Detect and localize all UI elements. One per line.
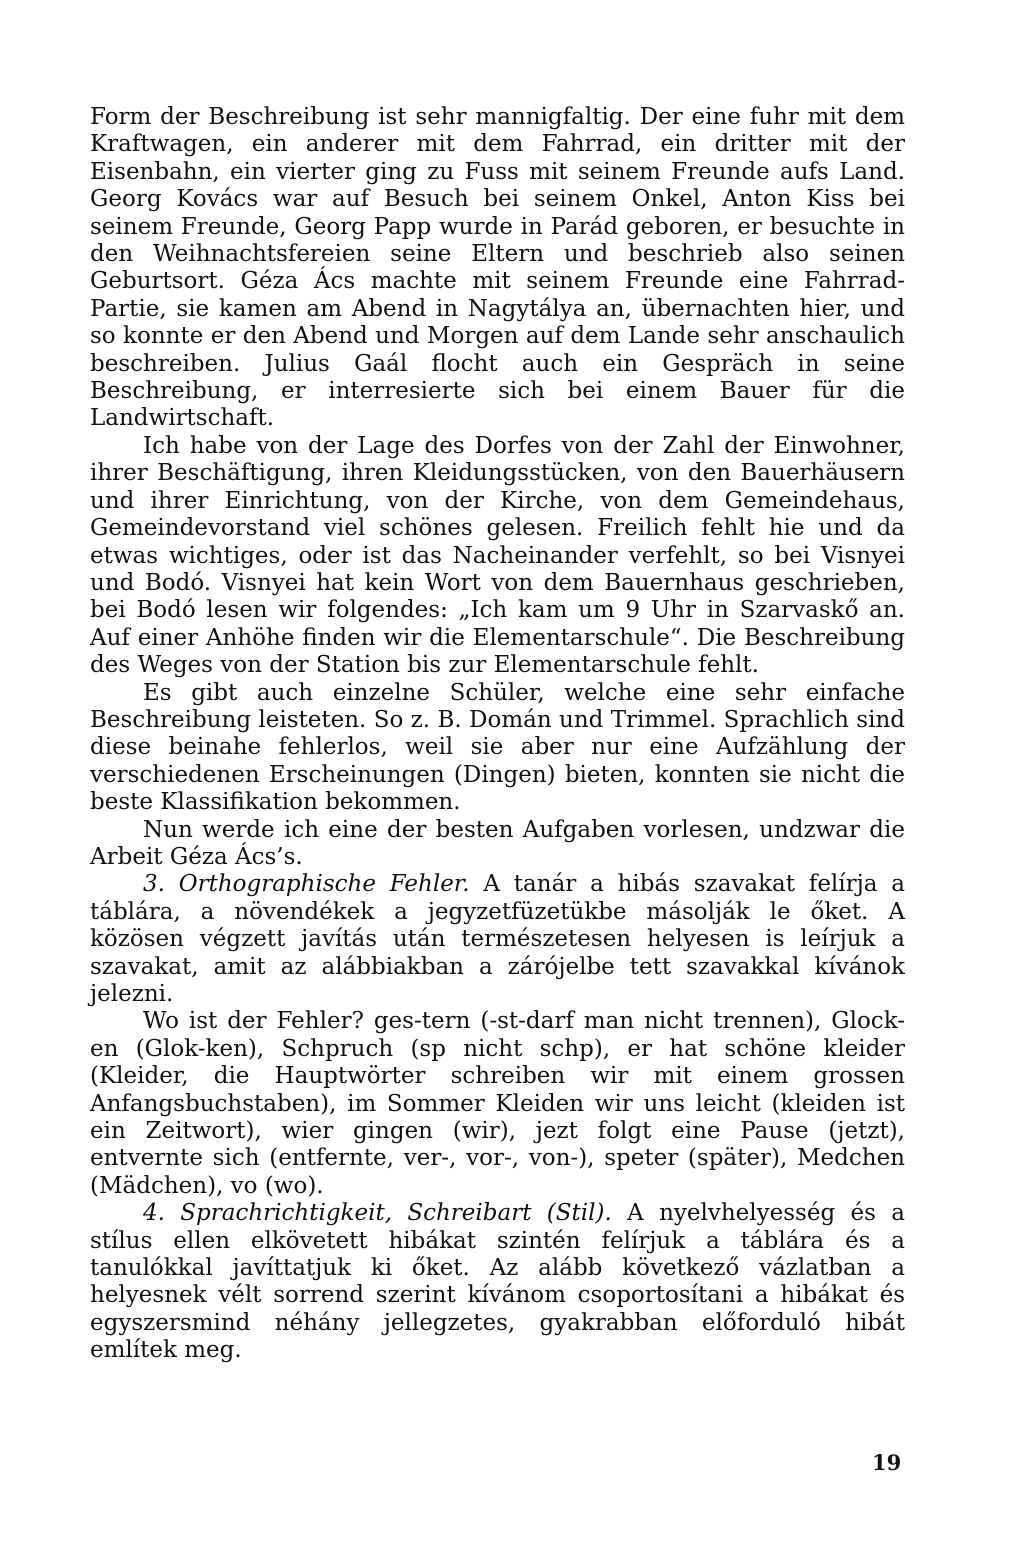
paragraph-einfache-beschreibung: Es gibt auch einzelne Schüler, welche eine sehr einfache Beschreibung leisteten. So z. B. Domán und Trimmel. Sprachlich sind diese beinahe fehlerlos, weil sie aber nur eine Aufzählung der verschiedenen Erscheinungen (Dingen) bieten, konnten sie nicht die beste Klassifikation bekommen. xyxy=(90,679,905,816)
body-text xyxy=(90,104,905,1365)
paragraph-text: A tanár a hibás szavakat felírja a táblára, a növendékek a jegyzetfüzetükbe másolják le őket. A közösen végzett javítás után természetesen helyesen is leírjuk a szavakat, amit az alábbiakban a zárójelbe tett szavakkal kívánok jelezni. xyxy=(90,871,905,1007)
paragraph-form-der-beschreibung: Form der Beschreibung ist sehr mannigfaltig. Der eine fuhr mit dem Kraftwagen, ein anderer mit dem Fahrrad, ein dritter mit der Eisenbahn, ein vierter ging zu Fuss mit seinem Freunde aufs Land. Georg Kovács war auf Besuch bei seinem Onkel, Anton Kiss bei seinem Freunde, Georg Papp wurde in Parád geboren, er besuchte in den Weihnachtsfereien seine Eltern und beschrieb also seinen Geburtsort. Géza Ács machte mit seinem Freunde eine Fahrrad-Partie, sie kamen am Abend in Nagytálya an, übernachten hier, und so konnte er den Abend und Morgen auf dem Lande sehr anschaulich beschreiben. Julius Gaál flocht auch ein Gespräch in seine Beschreibung, er interresierte sich bei einem Bauer für die Landwirtschaft. xyxy=(90,104,905,432)
section-heading-orthographische-fehler: 3. Orthographische Fehler. xyxy=(143,871,470,898)
paragraph-sprachrichtigkeit xyxy=(90,1200,905,1364)
paragraph-wo-ist-der-fehler: Wo ist der Fehler? ges-tern (-st-darf man nicht trennen), Glock-en (Glok-ken), Schpruch (sp nicht schp), er hat schöne kleider (Kleider, die Hauptwörter schreiben wir mit einem grossen Anfangsbuchstaben), im Sommer Kleiden wir uns leicht (kleiden ist ein Zeitwort), wier gingen (wir), jezt folgt eine Pause (jetzt), entvernte sich (entfernte, ver-, vor-, von-), speter (später), Medchen (Mädchen), vo (wo). xyxy=(90,1008,905,1199)
paragraph-text: A nyelvhelyesség és a stílus ellen elkövetett hibákat szintén felírjuk a táblára és a tanulókkal javíttatjuk ki őket. Az alább következő vázlatban a helyesnek vélt sorrend szerint kívánom csoportosítani a hibákat és egyszersmind néhány jellegzetes, gyakrabban előforduló hibát említek meg. xyxy=(90,1200,906,1364)
paragraph-beste-aufgabe: Nun werde ich eine der besten Aufgaben vorlesen, undzwar die Arbeit Géza Ács’s. xyxy=(90,816,905,870)
paragraph-orthographische-fehler xyxy=(90,871,905,1008)
section-heading-sprachrichtigkeit: 4. Sprachrichtigkeit, Schreibart (Stil). xyxy=(143,1200,612,1227)
paragraph-lage-des-dorfes: Ich habe von der Lage des Dorfes von der Zahl der Einwohner, ihrer Beschäftigung, ihren Kleidungsstücken, von den Bauerhäusern und ihrer Einrichtung, von der Kirche, von dem Gemeindehaus, Gemeindevorstand viel schönes gelesen. Freilich fehlt hie und da etwas wichtiges, oder ist das Nacheinander verfehlt, so bei Visnyei und Bodó. Visnyei hat kein Wort von dem Bauernhaus geschrieben, bei Bodó lesen wir folgendes: „Ich kam um 9 Uhr in Szarvaskő an. Auf einer Anhöhe finden wir die Elementarschule“. Die Beschreibung des Weges von der Station bis zur Elementarschule fehlt. xyxy=(90,432,905,679)
page-number: 19 xyxy=(872,1450,902,1475)
